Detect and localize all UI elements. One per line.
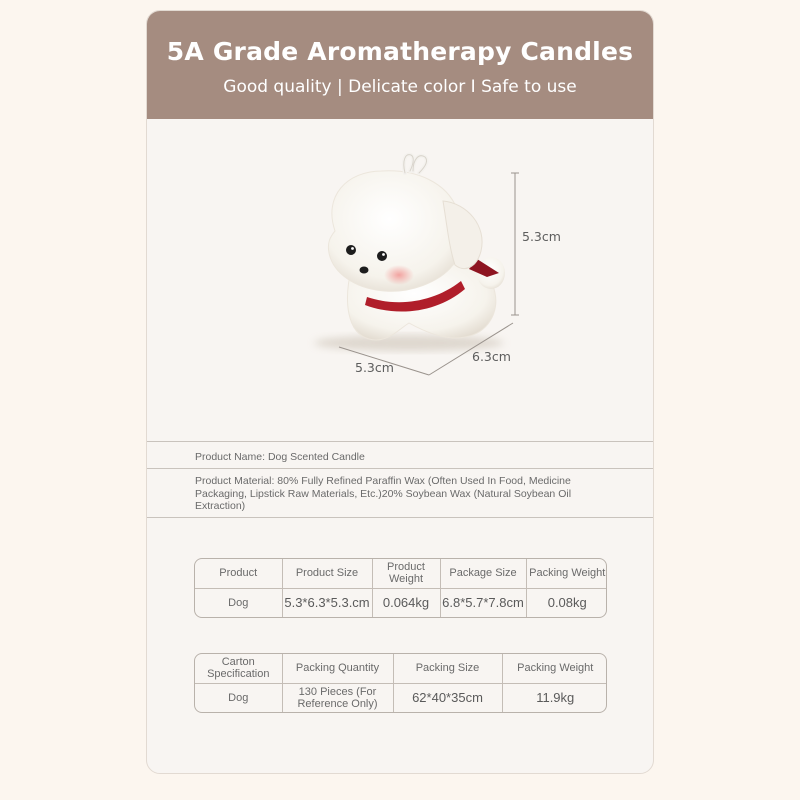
product-name: Product Name: Dog Scented Candle xyxy=(195,451,365,463)
page-subtitle: Good quality | Delicate color I Safe to use xyxy=(223,77,577,97)
divider xyxy=(147,517,653,518)
table-cell: 62*40*35cm xyxy=(393,683,502,712)
depth-label: 6.3cm xyxy=(472,349,511,364)
candle-wick xyxy=(404,155,427,173)
table-header: Packing Size xyxy=(393,654,502,683)
table-header: Packing Weight xyxy=(526,559,607,588)
table-cell: 5.3*6.3*5.3.cm xyxy=(282,588,372,617)
table-cell: Dog xyxy=(195,588,282,617)
table-header: Packing Weight xyxy=(502,654,607,683)
product-spec-table xyxy=(194,558,607,618)
cheek-blush xyxy=(384,265,414,285)
table-header: Product Size xyxy=(282,559,372,588)
height-label: 5.3cm xyxy=(522,229,561,244)
table-header: Packing Quantity xyxy=(282,654,393,683)
table-cell: 6.8*5.7*7.8cm xyxy=(440,588,526,617)
table-header: Product Weight xyxy=(372,559,440,588)
width-label: 5.3cm xyxy=(355,360,394,375)
product-card xyxy=(146,10,654,774)
table-header: Product xyxy=(195,559,282,588)
table-cell: 11.9kg xyxy=(536,690,575,706)
nose xyxy=(360,267,369,274)
table-header: Package Size xyxy=(440,559,526,588)
table-cell: 0.08kg xyxy=(547,595,587,611)
left-eye xyxy=(346,245,356,255)
divider xyxy=(147,441,653,442)
dog-candle-figure xyxy=(147,11,654,431)
table-header: Carton Specification xyxy=(195,654,282,683)
page-title: 5A Grade Aromatherapy Candles xyxy=(166,37,634,66)
table-cell: Dog xyxy=(195,683,282,712)
table-cell: 0.064kg xyxy=(372,588,440,617)
carton-spec-table xyxy=(194,653,607,713)
product-material: Product Material: 80% Fully Refined Paraffin Wax (Often Used In Food, Medicine Packaging, Lipstick Raw Materials, Etc.)20% Soybean Wax (Natural Soybean Oil Extraction) xyxy=(195,475,572,512)
right-eye xyxy=(377,251,387,261)
table-cell: 130 Pieces (For Reference Only) xyxy=(282,683,393,712)
divider xyxy=(147,468,653,469)
